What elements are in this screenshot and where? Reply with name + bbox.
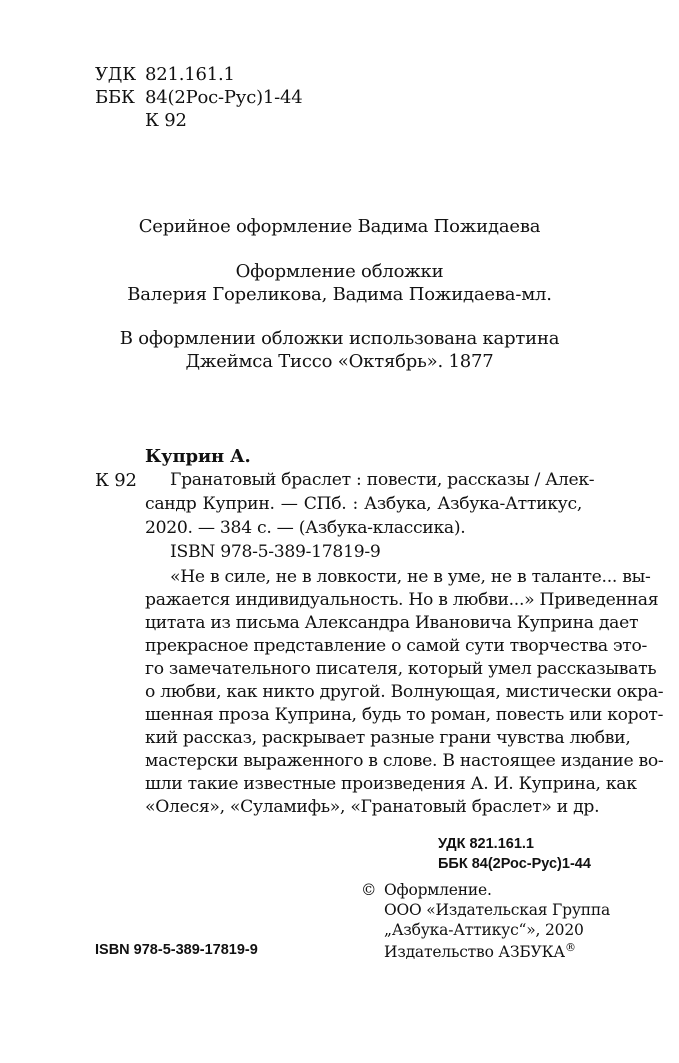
bottom-bbk: ББК 84(2Рос-Рус)1-44 [438,856,591,872]
annotation-line-7: шенная проза Куприна, будь то роман, повесть или корот- [145,705,664,725]
annotation-line-8: кий рассказ, раскрывает разные грани чувства любви, [145,728,631,748]
annotation-line-5: го замечательного писателя, который умел рассказывать [145,659,657,679]
bib-author: Куприн А. [145,446,251,467]
bottom-udk: УДК 821.161.1 [438,836,534,852]
annotation-line-11: «Олеся», «Суламифь», «Гранатовый браслет» и др. [145,797,600,817]
annotation-line-4: прекрасное представление о самой сути творчества это- [145,636,648,656]
bib-entry-line-1: Гранатовый браслет : повести, рассказы / Алек- [170,470,595,490]
registered-mark: ® [564,941,576,954]
udk-label: УДК [95,64,136,85]
copyright-line-4 [384,941,576,961]
bib-mark: К 92 [95,470,137,491]
cover-design-title: Оформление обложки [235,261,444,282]
author-mark: К 92 [145,110,187,131]
annotation-line-6: о любви, как никто другой. Волнующая, мистически окра- [145,682,664,702]
annotation-line-9: мастерски выраженного в слове. В настоящее издание во- [145,751,664,771]
cover-art-line1: В оформлении обложки использована картина [119,328,560,349]
bottom-isbn: ISBN 978-5-389-17819-9 [95,942,258,958]
annotation-line-1: «Не в силе, не в ловкости, не в уме, не в таланте... вы- [170,567,651,587]
cover-art-line2: Джеймса Тиссо «Октябрь». 1877 [185,351,494,372]
copyright-line-1: Оформление. [384,881,492,899]
bib-entry-line-3: 2020. — 384 с. — (Азбука-классика). [145,518,466,538]
copyright-symbol: © [361,881,377,899]
annotation-line-3: цитата из письма Александра Ивановича Куприна дает [145,613,639,633]
udk-value: 821.161.1 [145,64,235,85]
bbk-label: ББК [95,87,135,108]
bib-entry-line-2: сандр Куприн. — СПб. : Азбука, Азбука-Аттикус, [145,494,582,514]
annotation-line-2: ражается индивидуальность. Но в любви...» Приведенная [145,590,659,610]
bbk-value: 84(2Рос-Рус)1-44 [145,87,303,108]
series-design-credit: Серийное оформление Вадима Пожидаева [138,216,541,237]
copyright-line-3: „Азбука-Аттикус“», 2020 [384,921,584,939]
copyright-line-2: ООО «Издательская Группа [384,901,611,919]
cover-design-names: Валерия Гореликова, Вадима Пожидаева-мл. [127,284,552,305]
publisher-name: Издательство АЗБУКА [384,943,565,962]
annotation-line-10: шли такие известные произведения А. И. Куприна, как [145,774,637,794]
bib-isbn: ISBN 978-5-389-17819-9 [170,542,381,562]
